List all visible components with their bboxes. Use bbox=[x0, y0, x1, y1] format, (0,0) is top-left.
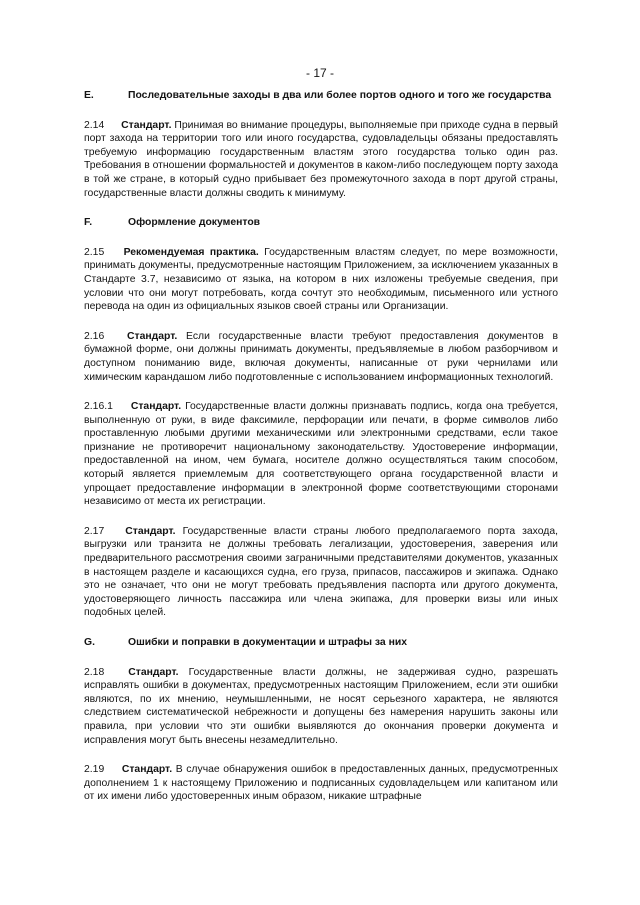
paragraph-2-16 bbox=[84, 330, 558, 384]
paragraph-text: Государственные власти страны любого предполагаемого порта захода, выгрузки или транзита не должны требовать легализации, удостоверения, заверения или предварительного рассмотрения своими заграничными представителями документов, указанных в настоящем разделе и касающихся судна, его груза, припасов, пассажиров и экипажа. Однако это не означает, что они не могут требовать предъявления паспорта или другого документа, удостоверяющего личность пассажира или члена экипажа, для проверки визы или иных подобных целей. bbox=[84, 525, 559, 619]
paragraph-number: 2.18 bbox=[84, 666, 105, 678]
paragraph-number: 2.17 bbox=[84, 525, 105, 537]
paragraph-number: 2.19 bbox=[84, 764, 105, 776]
section-letter: E. bbox=[84, 90, 94, 101]
paragraph-text: Государственные власти должны, не задерживая судно, разрешать исправлять ошибки в документах, предусмотренных настоящим Приложением, если эти ошибки являются, по их мнению, неумышленными, не носят серьезного характера, не являются следствием систематической небрежности и допущены без намерения нарушить законы или правила, при условии что эти ошибки выявляются до окончания проверки документа и исправления могут быть внесены незамедлительно. bbox=[84, 666, 559, 746]
paragraph-number: 2.14 bbox=[84, 119, 105, 131]
document-body bbox=[84, 89, 558, 820]
paragraph-2-15 bbox=[84, 246, 558, 314]
paragraph-text: Государственные власти должны признавать подпись, когда она требуется, выполненную от руки, в виде факсимиле, перфорации или печати, в форме символов либо проставленную любыми другими механическими или электронными средствами, если такое признание не противоречит национальному законодательству. Удостоверение информации, предоставленной на ином, чем бумага, носителе должно осуществляться таким способом, который является приемлемым для соответствующего органа государственной власти и упрощает предоставление информации в электронной форме соответствующими сторонами независимо от места их регистрации. bbox=[84, 401, 558, 508]
paragraph-text: Если государственные власти требуют предоставления документов в бумажной форме, они должны принимать документы, предъявляемые в любом разборчивом и доступном пониманию виде, включая документы, написанные от руки чернилами или химическим карандашом либо подготовленные с использованием информационных технологий. bbox=[84, 330, 558, 383]
paragraph-label: Стандарт. bbox=[126, 330, 178, 342]
paragraph-label: Стандарт. bbox=[121, 764, 173, 776]
section-title: Ошибки и поправки в документации и штрафы за них bbox=[128, 637, 408, 648]
paragraph-2-19 bbox=[84, 763, 558, 804]
paragraph-number: 2.15 bbox=[84, 246, 105, 258]
section-title: Оформление документов bbox=[128, 217, 261, 229]
paragraph-2-16-1 bbox=[84, 400, 558, 509]
paragraph-label: Стандарт. bbox=[130, 401, 182, 413]
section-letter: G. bbox=[84, 637, 95, 648]
section-letter: F. bbox=[84, 217, 93, 229]
paragraph-text: В случае обнаружения ошибок в предоставленных данных, предусмотренных дополнением 1 к настоящему Приложению и подписанных судовладельцем или капитаном или от их имени либо удостоверенных иным образом, никакие штрафные bbox=[84, 764, 559, 803]
section-heading-f bbox=[84, 216, 558, 230]
paragraph-label: Стандарт. bbox=[125, 525, 176, 537]
page-number: - 17 - bbox=[305, 66, 334, 80]
paragraph-label: Стандарт. bbox=[121, 119, 172, 131]
paragraph-2-17 bbox=[84, 525, 558, 620]
section-heading-e bbox=[84, 89, 558, 103]
paragraph-text: Принимая во внимание процедуры, выполняемые при приходе судна в первый порт захода на территории того или иного государства, судовладельцы обязаны предоставлять требуемую информацию государственным властям этого государства только один раз. Требования в отношении формальностей и документов в каком-либо последующем порту захода в той же стране, в который судно прибывает без промежуточного захода в порт другой страны, государственные власти должны сводить к минимуму. bbox=[84, 119, 559, 199]
paragraph-number: 2.16 bbox=[84, 330, 105, 342]
paragraph-label: Рекомендуемая практика. bbox=[123, 246, 259, 258]
paragraph-text: Государственным властям следует, по мере возможности, принимать документы, предусмотренные настоящим Приложением, за исключением указанных в Стандарте 3.7, независимо от языка, на котором в них изложены требуемые сведения, при условии что они могут потребовать, когда сочтут это необходимым, письменного или устного перевода на один из официальных языков своей страны или Организации. bbox=[84, 246, 558, 313]
paragraph-label: Стандарт. bbox=[128, 666, 179, 678]
paragraph-number: 2.16.1 bbox=[84, 401, 113, 413]
section-title: Последовательные заходы в два или более портов одного и того же государства bbox=[128, 90, 552, 101]
section-heading-g bbox=[84, 636, 558, 650]
paragraph-2-14 bbox=[84, 119, 558, 201]
paragraph-2-18 bbox=[84, 666, 558, 748]
